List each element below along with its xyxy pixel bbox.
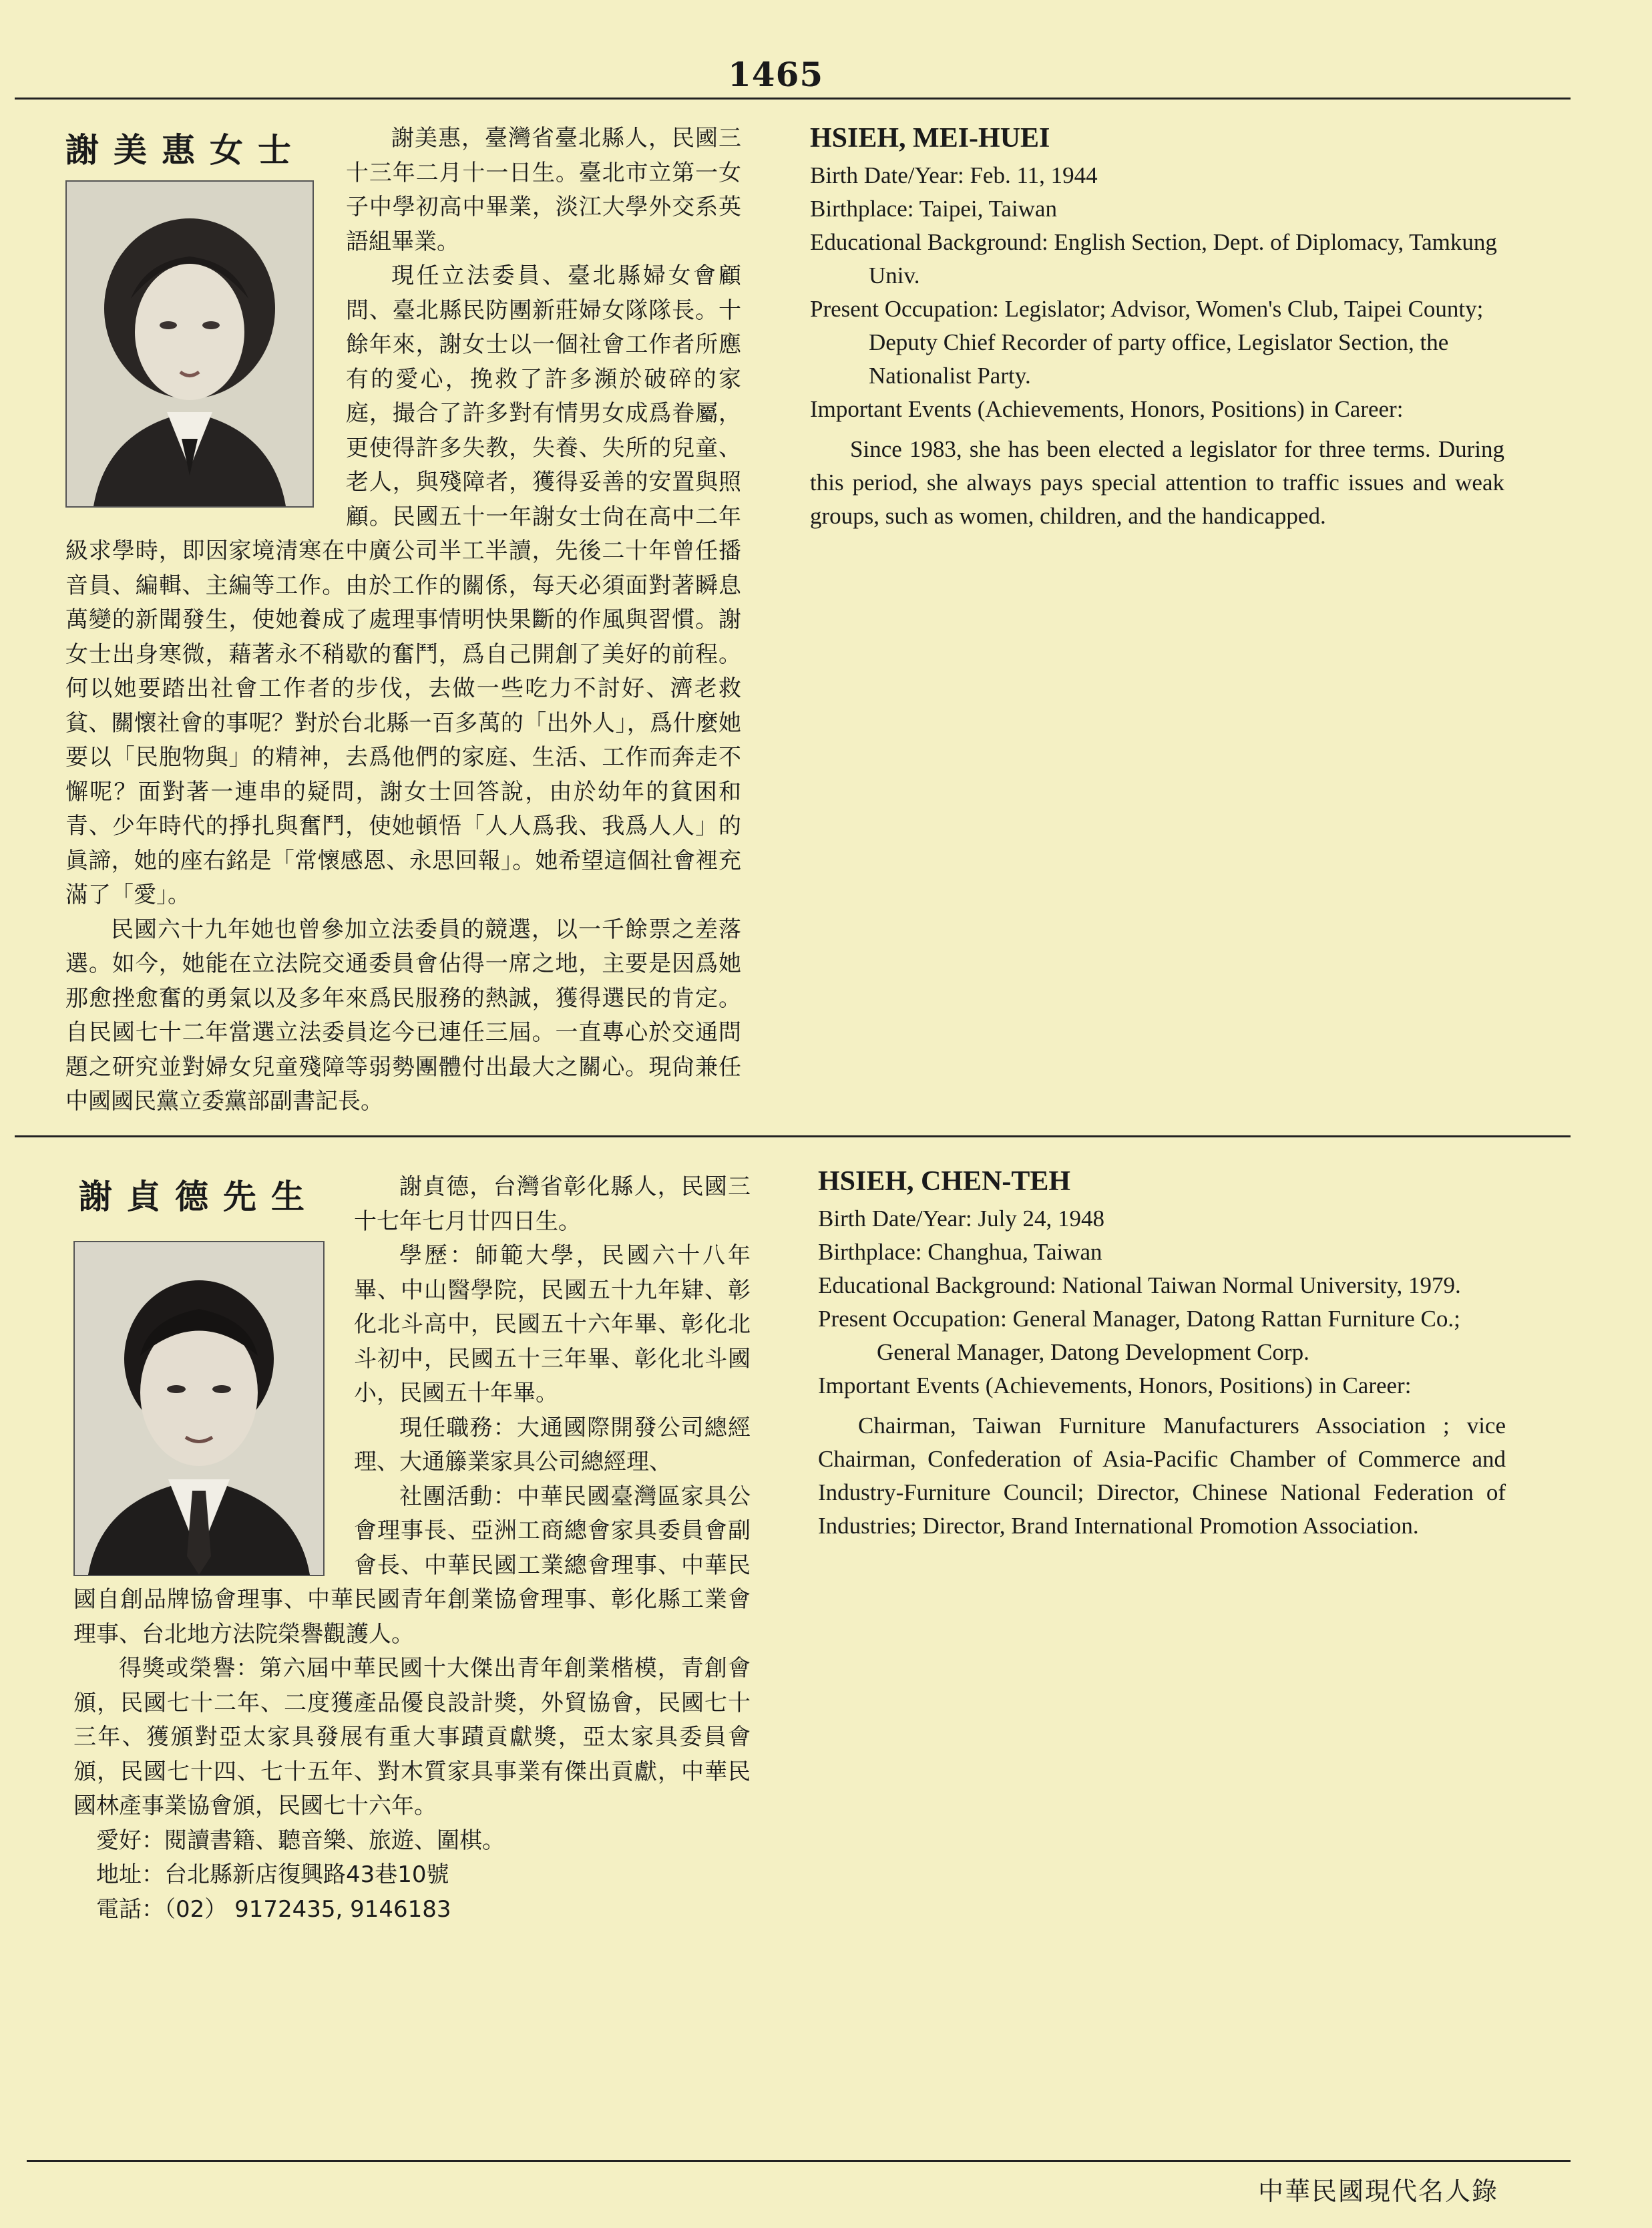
zh-paragraph: 謝美惠，臺灣省臺北縣人，民國三十三年二月十一日生。臺北市立第一女子中學初高中畢業，淡江大學外交系英語組畢業。 — [346, 125, 741, 255]
birthplace: Birthplace: Taipei, Taiwan — [810, 196, 1057, 222]
zh-paragraph: 地址：台北縣新店復興路43巷10號 — [96, 1861, 449, 1888]
zh-paragraph: 民國六十九年她也曾參加立法委員的競選，以一千餘票之差落選。如今，她能在立法院交通委員會佔得一席之地，主要是因爲她那愈挫愈奮的勇氣以及多年來爲民服務的熱誠，獲得選民的肯定。自民國七十二年當選立法委員迄今已連任三屆。一直專心於交通問題之研究並對婦女兒童殘障等弱勢團體付出最大之關心。現尙兼任中國國民黨立委黨部副書記長。 — [65, 916, 741, 1115]
footer-title: 中華民國現代名人錄 — [1257, 2177, 1498, 2206]
page-number: 1465 — [728, 55, 824, 94]
events-text: Chairman, Taiwan Furniture Manufacturers Association ; vice Chairman, Confederation of Asia-Pacific Chamber of Commerce and Industry-Furniture Council; Director, Chinese National Federation of Industries; Director, Brand International Promotion Association. — [818, 1413, 1506, 1539]
education: Educational Background: National Taiwan Normal University, 1979. — [818, 1272, 1461, 1298]
zh-paragraph: 社團活動：中華民國臺灣區家具公會理事長、亞洲工商總會家具委員會副會長、中華民國工業總會理事、中華民國自創品牌協會理事、中華民國青年創業協會理事、彰化縣工業會理事、台北地方法院榮譽觀護人。 — [73, 1483, 751, 1648]
birth-date: Birth Date/Year: July 24, 1948 — [818, 1205, 1105, 1232]
occupation: Present Occupation: General Manager, Datong Rattan Furniture Co.; General Manager, Datong Development Corp. — [818, 1306, 1460, 1365]
footer-rule — [27, 2160, 1571, 2162]
zh-paragraph: 謝貞德，台灣省彰化縣人，民國三十七年七月廿四日生。 — [354, 1173, 751, 1235]
english-name: HSIEH, CHEN-TEH — [818, 1166, 1071, 1197]
chinese-name: 謝貞德先生 — [79, 1177, 319, 1216]
events-label: Important Events (Achievements, Honors, Positions) in Career: — [810, 396, 1404, 422]
zh-paragraph: 現任職務：大通國際開發公司總經理、大通籐業家具公司總經理、 — [354, 1414, 751, 1475]
zh-paragraph: 現任立法委員、臺北縣婦女會顧問、臺北縣民防團新莊婦女隊隊長。十餘年來，謝女士以一個社會工作者所應有的愛心，挽救了許多瀕於破碎的家庭，撮合了許多對有情男女成爲眷屬，更使得許多失教，失養、失所的兒童、老人，與殘障者，獲得妥善的安置與照顧。民國五十一年謝女士尙在高中二年級求學時，即因家境清寒在中廣公司半工半讀，先後二十年曾任播音員、編輯、主編等工作。由於工作的關係，每天必須面對著瞬息萬變的新聞發生，使她養成了處理事情明快果斷的作風與習慣。謝女士出身寒微，藉著永不稍歇的奮鬥，爲自己開創了美好的前程。何以她要踏出社會工作者的步伐，去做一些吃力不討好、濟老救貧、關懷社會的事呢？對於台北縣一百多萬的「出外人」，爲什麼她要以「民胞物與」的精神，去爲他們的家庭、生活、工作而奔走不懈呢？面對著一連串的疑問，謝女士回答說，由於幼年的貧困和青、少年時代的掙扎與奮鬥，使她頓悟「人人爲我、我爲人人」的眞諦，她的座右銘是「常懷感恩、永思回報」。她希望這個社會裡充滿了「愛」。 — [65, 262, 741, 908]
occupation: Present Occupation: Legislator; Advisor, Women's Club, Taipei County; Deputy Chief Recorder of party office, Legislator Section, the Nationalist Party. — [810, 296, 1484, 389]
chinese-biography — [73, 1170, 751, 1927]
zh-paragraph: 電話：（02） 9172435, 9146183 — [96, 1895, 451, 1923]
events-text: Since 1983, she has been elected a legislator for three terms. During this period, she always pays special attention to traffic issues and weak groups, such as women, children, and the handicapped. — [810, 436, 1504, 529]
birthplace: Birthplace: Changhua, Taiwan — [818, 1239, 1102, 1265]
zh-paragraph: 得獎或榮譽：第六屆中華民國十大傑出青年創業楷模，青創會頒，民國七十二年、二度獲產品優良設計獎，外貿協會，民國七十三年、獲頒對亞太家具發展有重大事蹟貢獻獎，亞太家具委員會頒，民國七十四、七十五年、對木質家具事業有傑出貢獻，中華民國林產事業協會頒，民國七十六年。 — [73, 1655, 751, 1819]
english-name: HSIEH, MEI-HUEI — [810, 123, 1050, 154]
english-biography — [818, 1163, 1506, 1543]
education: Educational Background: English Section, Dept. of Diplomacy, Tamkung Univ. — [810, 229, 1497, 289]
zh-paragraph: 學歷：師範大學，民國六十八年畢、中山醫學院，民國五十九年肄、彰化北斗高中，民國五十六年畢、彰化北斗初中，民國五十三年畢、彰化北斗國小，民國五十年畢。 — [354, 1242, 751, 1407]
zh-paragraph: 愛好：閱讀書籍、聽音樂、旅遊、圍棋。 — [96, 1827, 505, 1854]
events-label: Important Events (Achievements, Honors, Positions) in Career: — [818, 1372, 1412, 1399]
birth-date: Birth Date/Year: Feb. 11, 1944 — [810, 162, 1098, 188]
chinese-name: 謝美惠女士 — [65, 130, 306, 170]
